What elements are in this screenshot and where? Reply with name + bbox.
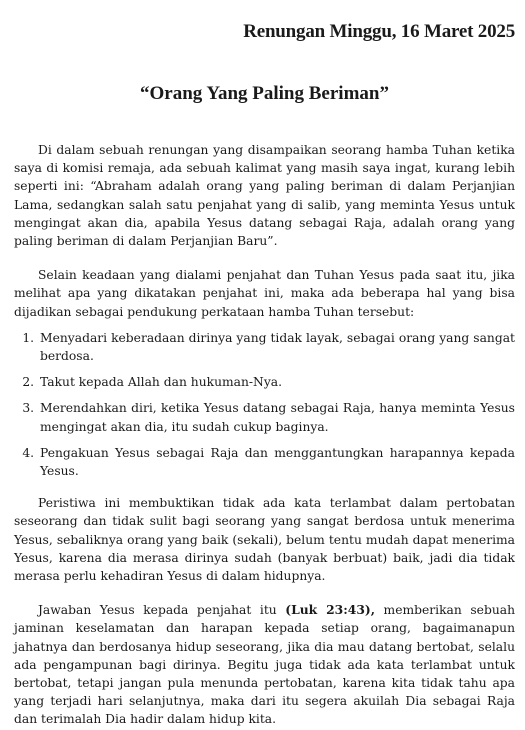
paragraph-context: Selain keadaan yang dialami penjahat dan Tuhan Yesus pada saat itu, jika melihat apa yang dikatakan penjahat ini, maka ada beberapa hal yang bisa dijadikan sebagai pendukung perkataan hamba Tuhan tersebut: bbox=[14, 268, 515, 319]
supporting-points-list bbox=[14, 329, 515, 480]
list-item: 3. Merendahkan diri, ketika Yesus datang sebagai Raja, hanya meminta Yesus mengingat akan dia, itu sudah cukup baginya. bbox=[38, 399, 515, 435]
paragraph-intro: Di dalam sebuah renungan yang disampaikan seorang hamba Tuhan ketika saya di komisi remaja, ada sebuah kalimat yang masih saya ingat, kurang lebih seperti ini: “Abraham adalah orang yang paling beriman di dalam Perjanjian Lama, sedangkan salah satu penjahat yang di salib, yang meminta Yesus untuk mengingat akan dia, apabila Yesus datang sebagai Raja, adalah orang yang paling beriman di dalam Perjanjian Baru”. bbox=[14, 143, 515, 249]
list-item: 4. Pengakuan Yesus sebagai Raja dan menggantungkan harapannya kepada Yesus. bbox=[38, 444, 515, 480]
paragraph-closing bbox=[14, 601, 515, 728]
closing-text-start: Jawaban Yesus kepada penjahat itu bbox=[38, 603, 286, 618]
closing-text-end: memberikan sebuah jaminan keselamatan dan harapan kepada setiap orang, bagaimanapun jahatnya dan berdosanya hidup seseorang, jika dia mau datang bertobat, selalu ada pengampunan bagi dirinya. Begitu juga tidak ada kata terlambat untuk bertobat, tetapi jangan pula menunda pertobatan, karena kita tidak tahu apa yang terjadi hari selanjutnya, maka dari itu segera akuilah Dia sebagai Raja dan terimalah Dia hadir dalam hidup kita. bbox=[14, 603, 515, 727]
scripture-reference: (Luk 23:43), bbox=[285, 602, 375, 618]
list-item: 1. Menyadari keberadaan dirinya yang tidak layak, sebagai orang yang sangat berdosa. bbox=[38, 329, 515, 365]
paragraph-conclusion: Peristiwa ini membuktikan tidak ada kata terlambat dalam pertobatan seseorang dan tidak sulit bagi seorang yang sangat berdosa untuk menerima Yesus, sebaliknya orang yang baik (sekali), belum tentu mudah dapat menerima Yesus, karena dia merasa dirinya sudah (banyak berbuat) baik, jadi dia tidak merasa perlu kehadiran Yesus di dalam hidupnya. bbox=[14, 496, 515, 584]
list-item: 2. Takut kepada Allah dan hukuman-Nya. bbox=[38, 373, 515, 391]
date-header: Renungan Minggu, 16 Maret 2025 bbox=[243, 21, 515, 42]
devotional-title: “Orang Yang Paling Beriman” bbox=[140, 83, 389, 104]
